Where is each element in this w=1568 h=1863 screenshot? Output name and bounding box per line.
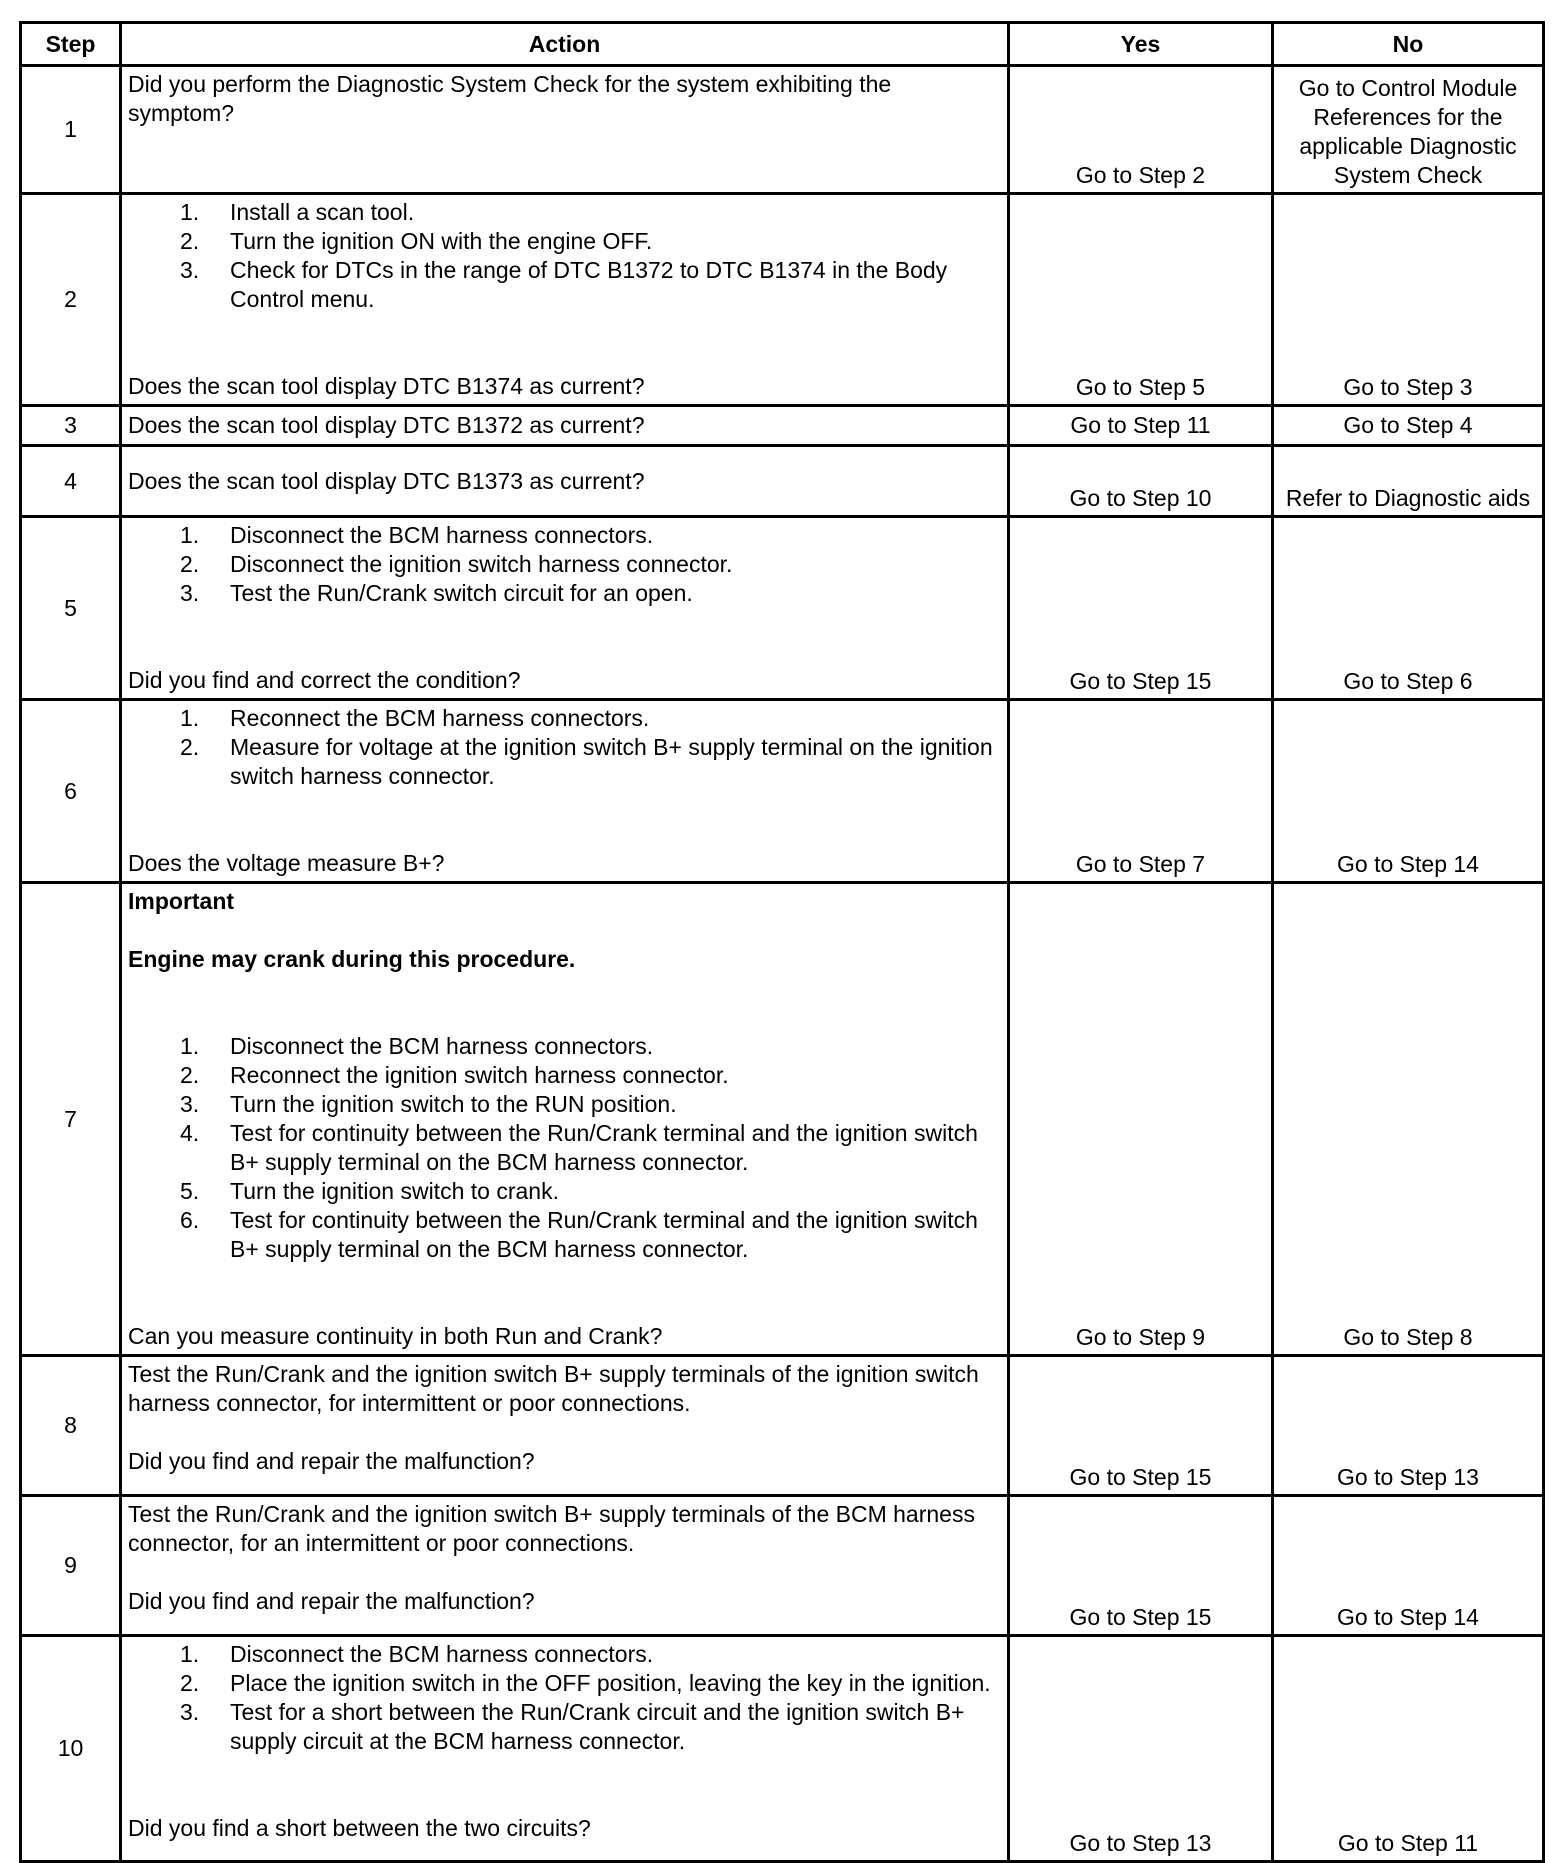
list-item: 3. Test the Run/Crank switch circuit for an open. [180,580,693,606]
no-cell: Go to Control Module References for the applicable Diagnostic System Check [1273,66,1544,194]
action-text: Test the Run/Crank and the ignition switch B+ supply terminals of the BCM harness connector, for an intermittent or poor connections. [128,1501,975,1556]
list-item: 1. Install a scan tool. [180,199,415,225]
step-number: 7 [21,883,121,1356]
list-item: 2. Place the ignition switch in the OFF position, leaving the key in the ignition. [180,1670,991,1696]
table-row [21,1636,1544,1862]
table-row [21,700,1544,883]
action-cell [121,700,1009,883]
no-cell: Go to Step 4 [1273,406,1544,446]
action-cell [121,446,1009,517]
yes-cell: Go to Step 11 [1009,406,1273,446]
step-number: 5 [21,517,121,700]
action-question: Does the scan tool display DTC B1374 as current? [128,373,645,399]
list-item: 6. Test for continuity between the Run/Crank terminal and the ignition switch B+ supply terminal on the BCM harness connector. [180,1207,978,1262]
no-cell: Go to Step 6 [1273,517,1544,700]
list-item: 1. Disconnect the BCM harness connectors. [180,1033,654,1059]
action-cell [121,517,1009,700]
no-cell: Refer to Diagnostic aids [1273,446,1544,517]
action-question: Did you find and correct the condition? [128,667,521,693]
yes-cell: Go to Step 2 [1009,66,1273,194]
no-cell: Go to Step 13 [1273,1356,1544,1496]
action-question: Did you find and repair the malfunction? [128,1448,535,1474]
list-item: 4. Test for continuity between the Run/Crank terminal and the ignition switch B+ supply terminal on the BCM harness connector. [180,1120,978,1175]
table-row [21,1356,1544,1496]
action-cell [121,66,1009,194]
list-item: 2. Measure for voltage at the ignition switch B+ supply terminal on the ignition switch harness connector. [180,734,993,789]
action-cell [121,1636,1009,1862]
table-row [21,194,1544,406]
header-row [21,23,1544,66]
action-list [128,704,1001,791]
action-cell [121,406,1009,446]
list-item: 3. Turn the ignition switch to the RUN position. [180,1091,677,1117]
step-number: 6 [21,700,121,883]
table-row [21,66,1544,194]
yes-cell: Go to Step 9 [1009,883,1273,1356]
action-list [128,1032,1001,1264]
action-question: Does the scan tool display DTC B1372 as current? [128,412,645,438]
list-item: 3. Check for DTCs in the range of DTC B1372 to DTC B1374 in the Body Control menu. [180,257,948,312]
action-cell [121,1496,1009,1636]
diagnostic-table [19,21,1545,1863]
list-item: 1. Reconnect the BCM harness connectors. [180,705,650,731]
step-number: 4 [21,446,121,517]
list-item: 3. Test for a short between the Run/Crank circuit and the ignition switch B+ supply circuit at the BCM harness connector. [180,1699,965,1754]
step-number: 2 [21,194,121,406]
action-cell [121,194,1009,406]
action-text: Test the Run/Crank and the ignition switch B+ supply terminals of the ignition switch harness connector, for intermittent or poor connections. [128,1361,979,1416]
table-row [21,883,1544,1356]
no-cell: Go to Step 8 [1273,883,1544,1356]
action-question: Can you measure continuity in both Run and Crank? [128,1323,663,1349]
action-cell [121,1356,1009,1496]
table-row [21,517,1544,700]
yes-cell: Go to Step 7 [1009,700,1273,883]
action-cell [121,883,1009,1356]
yes-cell: Go to Step 15 [1009,517,1273,700]
header-step: Step [21,23,121,66]
action-list [128,198,1001,314]
yes-cell: Go to Step 15 [1009,1356,1273,1496]
step-number: 9 [21,1496,121,1636]
yes-cell: Go to Step 15 [1009,1496,1273,1636]
action-list [128,521,1001,608]
list-item: 2. Turn the ignition ON with the engine OFF. [180,228,653,254]
list-item: 5. Turn the ignition switch to crank. [180,1178,559,1204]
list-item: 2. Reconnect the ignition switch harness connector. [180,1062,729,1088]
step-number: 10 [21,1636,121,1862]
list-item: 1. Disconnect the BCM harness connectors. [180,1641,654,1667]
no-cell: Go to Step 14 [1273,700,1544,883]
action-question: Does the voltage measure B+? [128,850,445,876]
yes-cell: Go to Step 13 [1009,1636,1273,1862]
important-label: Important [128,888,235,914]
no-cell: Go to Step 11 [1273,1636,1544,1862]
table-row [21,1496,1544,1636]
step-number: 8 [21,1356,121,1496]
step-number: 1 [21,66,121,194]
yes-cell: Go to Step 5 [1009,194,1273,406]
action-question: Did you find a short between the two circuits? [128,1815,591,1841]
action-question: Did you find and repair the malfunction? [128,1588,535,1614]
important-text: Engine may crank during this procedure. [128,946,576,972]
no-cell: Go to Step 3 [1273,194,1544,406]
step-number: 3 [21,406,121,446]
yes-cell: Go to Step 10 [1009,446,1273,517]
header-action: Action [121,23,1009,66]
action-question: Did you perform the Diagnostic System Check for the system exhibiting the symptom? [128,71,892,126]
header-yes: Yes [1009,23,1273,66]
action-question: Does the scan tool display DTC B1373 as current? [128,467,645,494]
no-cell: Go to Step 14 [1273,1496,1544,1636]
header-no: No [1273,23,1544,66]
action-list [128,1640,1001,1756]
table-row [21,406,1544,446]
list-item: 2. Disconnect the ignition switch harness connector. [180,551,733,577]
table-row [21,446,1544,517]
list-item: 1. Disconnect the BCM harness connectors. [180,522,654,548]
